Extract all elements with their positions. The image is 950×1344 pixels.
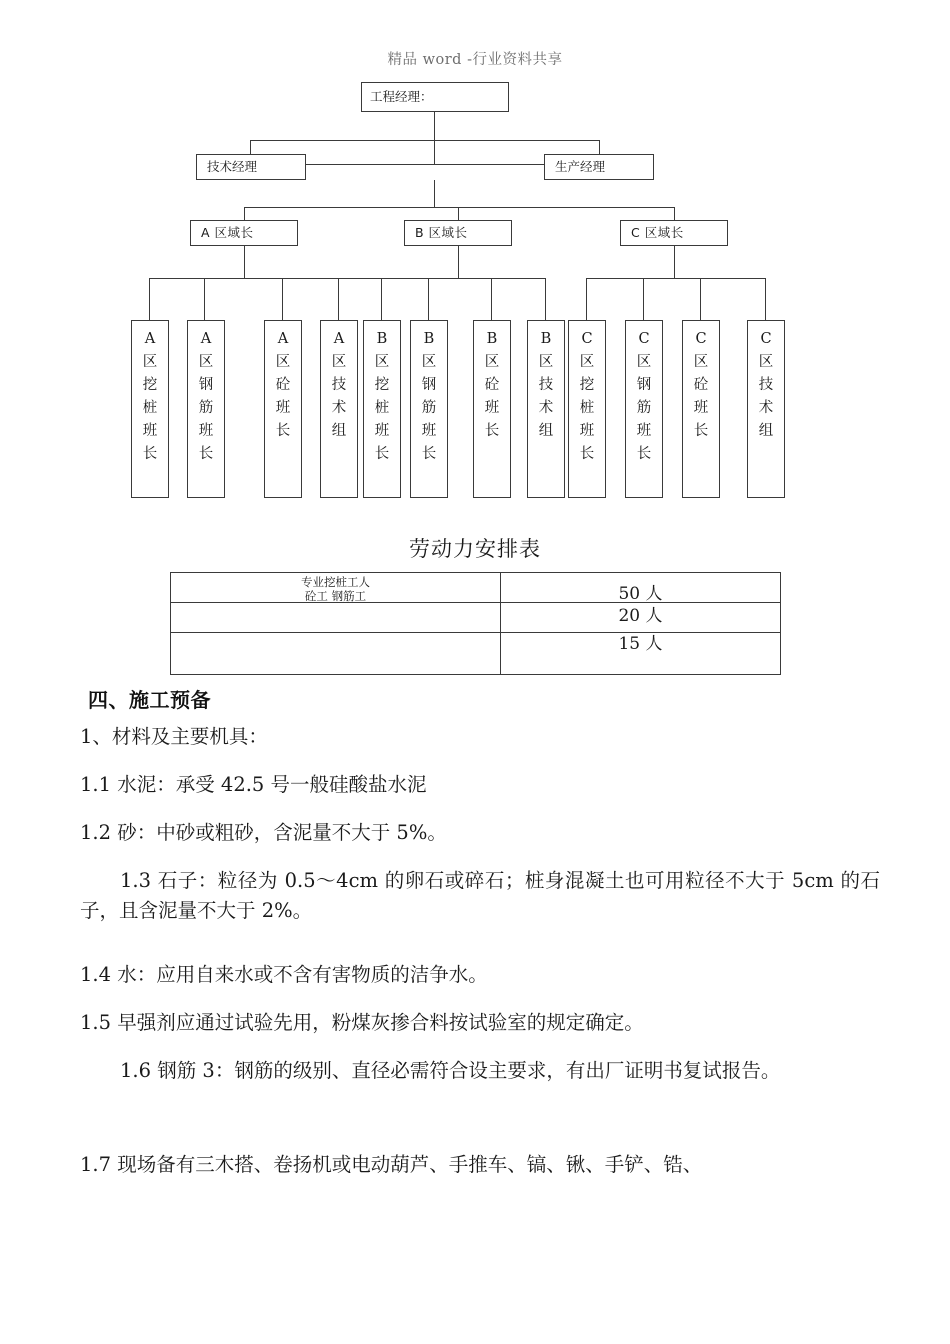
leaf-char: A bbox=[333, 331, 345, 347]
page-section-heading: 四、施工预备 bbox=[88, 688, 211, 712]
leaf-char: 钢 bbox=[636, 376, 652, 393]
leaf-char: 术 bbox=[331, 399, 347, 416]
leaf-char: 班 bbox=[579, 422, 595, 439]
leaf-char: 长 bbox=[693, 422, 709, 439]
org-node-production-manager: 生产经理 bbox=[544, 154, 654, 180]
leaf-char: 挖 bbox=[374, 376, 390, 393]
paragraph-1-6: 1.6 钢筋 3：钢筋的级别、直径必需符合设主要求，有出厂证明书复试报告。 bbox=[120, 1059, 781, 1082]
leaf-char: 班 bbox=[374, 422, 390, 439]
leaf-char: C bbox=[760, 331, 772, 347]
leaf-char: 区 bbox=[484, 353, 500, 370]
leaf-char: 挖 bbox=[142, 376, 158, 393]
org-leaf-b-tech bbox=[527, 320, 565, 498]
leaf-char: 术 bbox=[538, 399, 554, 416]
leaf-char: A bbox=[277, 331, 289, 347]
count-value: 50 人 bbox=[618, 584, 663, 604]
leaf-char: 区 bbox=[142, 353, 158, 370]
leaf-char: 长 bbox=[636, 445, 652, 462]
leaf-char: C bbox=[638, 331, 650, 347]
org-node-area-b: B 区域长 bbox=[404, 220, 512, 246]
leaf-char: 技 bbox=[331, 376, 347, 393]
connector-a-stem bbox=[244, 246, 245, 279]
org-leaf-a-dig bbox=[131, 320, 169, 498]
table-row bbox=[171, 603, 781, 633]
paragraph-1-1: 1.1 水泥：承受 42.5 号一般硅酸盐水泥 bbox=[80, 773, 427, 796]
leaf-char: 区 bbox=[198, 353, 214, 370]
connector-b-stem bbox=[458, 246, 459, 279]
leaf-char: 班 bbox=[693, 399, 709, 416]
leaf-char: 桩 bbox=[142, 399, 158, 416]
leaf-char: 区 bbox=[421, 353, 437, 370]
leaf-char: B bbox=[486, 331, 498, 347]
org-node-tech-manager: 技术经理 bbox=[196, 154, 306, 180]
connector-b3-drop bbox=[491, 278, 492, 320]
leaf-char: 班 bbox=[198, 422, 214, 439]
connector-level1-top bbox=[250, 140, 600, 141]
paragraph-1-4: 1.4 水：应用自来水或不含有害物质的洁争水。 bbox=[80, 963, 488, 986]
connector-c-bus bbox=[586, 278, 766, 279]
connector-a2-drop bbox=[204, 278, 205, 320]
leaf-char: 筋 bbox=[636, 399, 652, 416]
count-value: 20 人 bbox=[618, 606, 663, 626]
connector-top-drop bbox=[434, 112, 435, 165]
org-node-area-c: C 区域长 bbox=[620, 220, 728, 246]
count-value-extra: 15 人 bbox=[618, 634, 663, 654]
paragraph-1-5: 1.5 早强剂应通过试验先用，粉煤灰掺合料按试验室的规定确定。 bbox=[80, 1011, 644, 1034]
leaf-char: 砼 bbox=[484, 376, 500, 393]
table-cell-job bbox=[171, 603, 501, 633]
org-leaf-a-conc bbox=[264, 320, 302, 498]
table-cell-count bbox=[501, 603, 781, 654]
connector-c4-drop bbox=[765, 278, 766, 320]
leaf-char: 技 bbox=[758, 376, 774, 393]
leaf-char: B bbox=[376, 331, 388, 347]
leaf-char: 长 bbox=[142, 445, 158, 462]
org-node-project-manager: 工程经理： bbox=[361, 82, 509, 112]
leaf-char: 区 bbox=[374, 353, 390, 370]
paragraph-1-7: 1.7 现场备有三木搭、卷扬机或电动葫芦、手推车、镐、锹、手铲、锆、 bbox=[80, 1153, 703, 1176]
leaf-char: 长 bbox=[198, 445, 214, 462]
leaf-char: 挖 bbox=[579, 376, 595, 393]
connector-trunk-to-areas bbox=[434, 180, 435, 208]
connector-c3-drop bbox=[700, 278, 701, 320]
connector-b1-drop bbox=[381, 278, 382, 320]
connector-area-a-drop bbox=[244, 207, 245, 221]
org-leaf-c-conc bbox=[682, 320, 720, 498]
leaf-char: 区 bbox=[636, 353, 652, 370]
leaf-char: 桩 bbox=[579, 399, 595, 416]
leaf-char: 区 bbox=[331, 353, 347, 370]
leaf-char: 班 bbox=[636, 422, 652, 439]
connector-a-bus bbox=[149, 278, 389, 279]
connector-area-c-drop bbox=[674, 207, 675, 221]
labour-arrangement-table bbox=[170, 572, 781, 675]
leaf-char: 筋 bbox=[198, 399, 214, 416]
leaf-char: 组 bbox=[758, 422, 774, 439]
org-leaf-b-rebar bbox=[410, 320, 448, 498]
org-leaf-c-dig bbox=[568, 320, 606, 498]
org-node-area-a: A 区域长 bbox=[190, 220, 298, 246]
connector-c-stem bbox=[674, 246, 675, 279]
leaf-char: 技 bbox=[538, 376, 554, 393]
leaf-char: C bbox=[695, 331, 707, 347]
leaf-char: 区 bbox=[579, 353, 595, 370]
job-name-line1: 专业挖桩工人 bbox=[301, 575, 370, 589]
paragraph-1-3: 1.3 石子：粒径为 0.5～4cm 的卵石或碎石；桩身混凝土也可用粒径不大于 5cm 的石子，且含泥量不大于 2%。 bbox=[80, 869, 880, 923]
leaf-char: 术 bbox=[758, 399, 774, 416]
organization-chart bbox=[0, 80, 950, 510]
leaf-char: A bbox=[200, 331, 212, 347]
leaf-char: A bbox=[144, 331, 156, 347]
leaf-char: 钢 bbox=[198, 376, 214, 393]
org-leaf-a-rebar bbox=[187, 320, 225, 498]
running-header: 精品 word -行业资料共享 bbox=[387, 52, 563, 68]
table-row bbox=[171, 573, 781, 603]
paragraph-1-2: 1.2 砂：中砂或粗砂，含泥量不大于 5%。 bbox=[80, 821, 447, 844]
leaf-char: 组 bbox=[538, 422, 554, 439]
table-cell-job bbox=[171, 633, 501, 675]
leaf-char: 长 bbox=[275, 422, 291, 439]
leaf-char: 班 bbox=[275, 399, 291, 416]
leaf-char: 砼 bbox=[693, 376, 709, 393]
connector-b-bus bbox=[381, 278, 546, 279]
leaf-char: 长 bbox=[484, 422, 500, 439]
leaf-char: C bbox=[581, 331, 593, 347]
leaf-char: B bbox=[423, 331, 435, 347]
leaf-char: 长 bbox=[579, 445, 595, 462]
table-cell-count bbox=[501, 573, 781, 603]
labour-table-title: 劳动力安排表 bbox=[409, 537, 541, 561]
table-row bbox=[171, 633, 781, 675]
org-leaf-b-dig bbox=[363, 320, 401, 498]
org-leaf-b-conc bbox=[473, 320, 511, 498]
connector-b4-drop bbox=[545, 278, 546, 320]
table-cell-job bbox=[171, 573, 501, 603]
leaf-char: 组 bbox=[331, 422, 347, 439]
connector-c1-drop bbox=[586, 278, 587, 320]
leaf-char: 长 bbox=[421, 445, 437, 462]
leaf-char: 砼 bbox=[275, 376, 291, 393]
connector-c2-drop bbox=[643, 278, 644, 320]
connector-b2-drop bbox=[428, 278, 429, 320]
leaf-char: 区 bbox=[275, 353, 291, 370]
leaf-char: 区 bbox=[693, 353, 709, 370]
leaf-char: 班 bbox=[421, 422, 437, 439]
leaf-char: 区 bbox=[758, 353, 774, 370]
job-names bbox=[171, 575, 500, 604]
leaf-char: B bbox=[540, 331, 552, 347]
job-name-line2: 砼工 钢筋工 bbox=[304, 589, 367, 604]
leaf-char: 班 bbox=[142, 422, 158, 439]
connector-a3-drop bbox=[282, 278, 283, 320]
org-leaf-c-tech bbox=[747, 320, 785, 498]
connector-a4-drop bbox=[338, 278, 339, 320]
org-leaf-a-tech bbox=[320, 320, 358, 498]
leaf-char: 筋 bbox=[421, 399, 437, 416]
leaf-char: 桩 bbox=[374, 399, 390, 416]
leaf-char: 班 bbox=[484, 399, 500, 416]
leaf-char: 长 bbox=[374, 445, 390, 462]
paragraph-1: 1、材料及主要机具： bbox=[80, 725, 268, 748]
org-leaf-c-rebar bbox=[625, 320, 663, 498]
leaf-char: 钢 bbox=[421, 376, 437, 393]
connector-a1-drop bbox=[149, 278, 150, 320]
connector-area-b-drop bbox=[458, 207, 459, 221]
table-cell-count bbox=[501, 633, 781, 675]
leaf-char: 区 bbox=[538, 353, 554, 370]
